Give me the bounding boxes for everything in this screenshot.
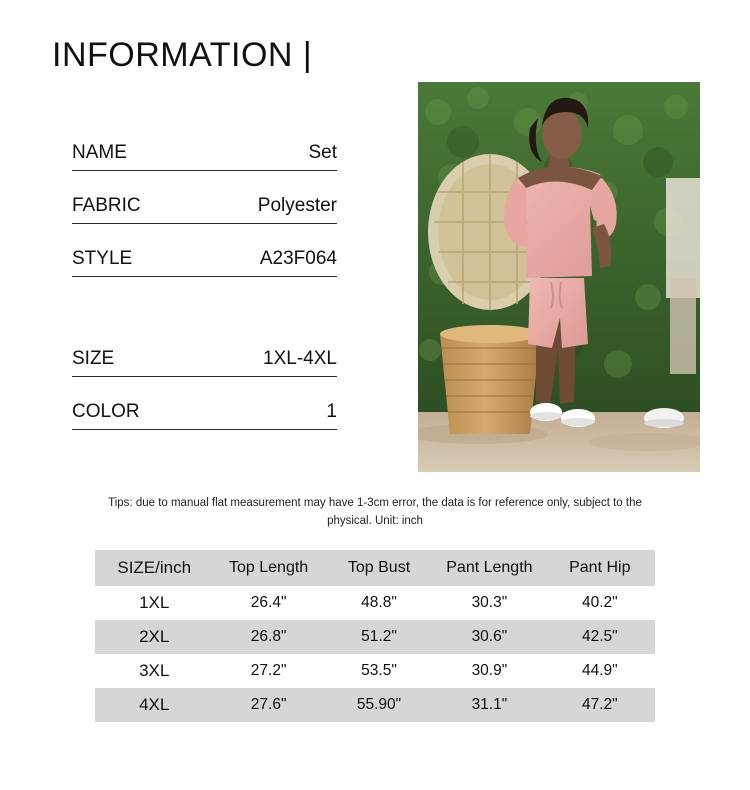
cell-pant-length-4xl: 31.1" [471, 696, 508, 713]
cell-size-3xl: 3XL [139, 661, 170, 680]
cell-pant-hip-4xl: 47.2" [581, 696, 618, 713]
cell-top-length-1xl: 26.4" [250, 594, 287, 611]
cell-top-bust-3xl: 53.5" [361, 662, 397, 679]
information-table [72, 118, 337, 430]
table-row [95, 654, 655, 688]
table-row [95, 620, 655, 654]
page-title: INFORMATION | [52, 36, 313, 74]
cell-pant-hip-1xl: 40.2" [581, 594, 618, 611]
size-chart-header-size: SIZE/inch [117, 558, 192, 577]
size-chart-header-pant-length: Pant Length [446, 559, 533, 576]
cell-size-2xl: 2XL [139, 627, 170, 646]
cell-size-1xl: 1XL [139, 593, 170, 612]
cell-pant-hip-2xl: 42.5" [581, 628, 618, 645]
info-value-fabric: Polyester [257, 195, 337, 216]
cell-pant-length-2xl: 30.6" [471, 628, 508, 645]
table-row [95, 688, 655, 722]
info-row-style [72, 224, 337, 277]
cell-top-bust-1xl: 48.8" [361, 594, 397, 611]
info-label-color: COLOR [72, 401, 140, 422]
measurement-tips: Tips: due to manual flat measurement may have 1-3cm error, the data is for reference only, subject to the physical. Unit: inch [108, 497, 642, 528]
info-label-style: STYLE [72, 248, 133, 269]
size-chart-header-top-bust: Top Bust [347, 559, 411, 576]
cell-top-length-2xl: 26.8" [250, 628, 287, 645]
info-row-color [72, 377, 337, 430]
cell-pant-hip-3xl: 44.9" [581, 662, 618, 679]
info-value-size: 1XL-4XL [263, 348, 337, 369]
info-row-name [72, 118, 337, 171]
size-chart-header-row [95, 550, 655, 586]
cell-top-length-3xl: 27.2" [250, 662, 287, 679]
cell-pant-length-3xl: 30.9" [471, 662, 508, 679]
cell-top-bust-4xl: 55.90" [356, 696, 402, 713]
size-chart-body [95, 586, 655, 722]
info-label-name: NAME [72, 142, 127, 163]
cell-top-length-4xl: 27.6" [250, 696, 287, 713]
info-row-size [72, 277, 337, 377]
info-value-style: A23F064 [259, 248, 337, 269]
info-label-fabric: FABRIC [72, 195, 141, 216]
product-photo-illustration [418, 82, 700, 472]
info-value-color: 1 [326, 401, 337, 422]
cell-size-4xl: 4XL [139, 695, 170, 714]
info-label-size: SIZE [72, 348, 115, 369]
size-chart-header-top-length: Top Length [229, 559, 309, 576]
product-photo [418, 82, 700, 472]
info-value-name: Set [308, 142, 337, 163]
cell-pant-length-1xl: 30.3" [471, 594, 508, 611]
size-chart-header-pant-hip: Pant Hip [569, 559, 631, 576]
table-row [95, 586, 655, 620]
size-chart-table [95, 550, 655, 722]
size-chart-head [95, 550, 655, 586]
cell-top-bust-2xl: 51.2" [361, 628, 397, 645]
info-row-fabric [72, 171, 337, 224]
